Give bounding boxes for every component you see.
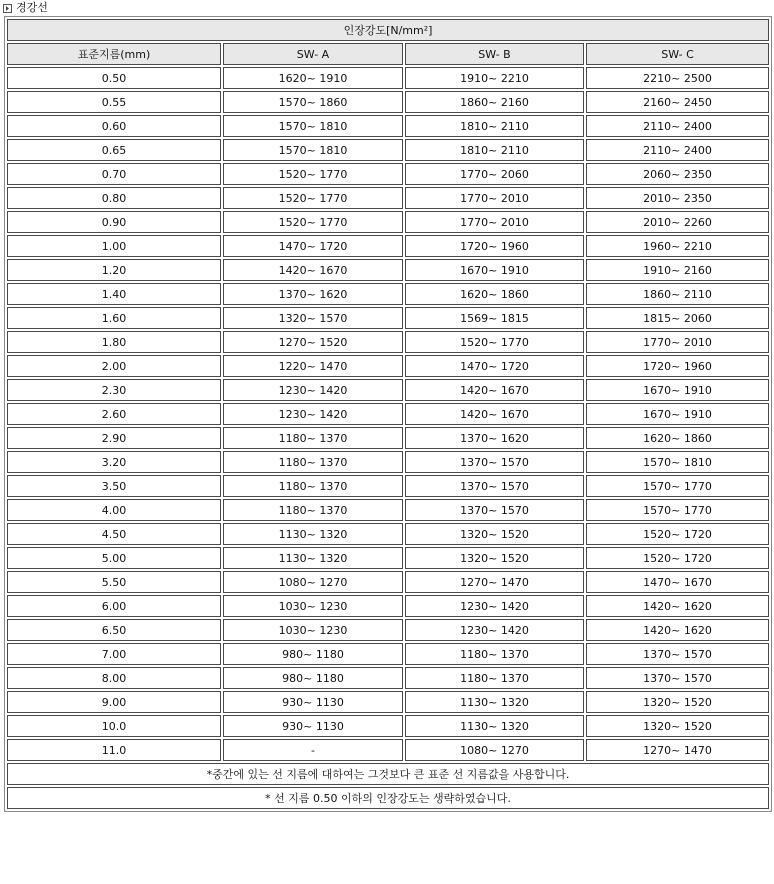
cell-diameter: 1.60 bbox=[7, 307, 221, 329]
cell-diameter: 8.00 bbox=[7, 667, 221, 689]
cell-sw-b: 1860~ 2160 bbox=[405, 91, 584, 113]
table-row bbox=[7, 523, 769, 545]
cell-diameter: 10.0 bbox=[7, 715, 221, 737]
table-row bbox=[7, 259, 769, 281]
table-row bbox=[7, 355, 769, 377]
cell-sw-c: 2110~ 2400 bbox=[586, 139, 769, 161]
table-row bbox=[7, 643, 769, 665]
cell-sw-c: 1770~ 2010 bbox=[586, 331, 769, 353]
cell-sw-c: 1420~ 1620 bbox=[586, 595, 769, 617]
cell-sw-b: 1470~ 1720 bbox=[405, 355, 584, 377]
column-header-diameter: 표준지름(mm) bbox=[7, 43, 221, 65]
cell-diameter: 2.90 bbox=[7, 427, 221, 449]
cell-sw-a: 1520~ 1770 bbox=[223, 211, 403, 233]
cell-sw-c: 2110~ 2400 bbox=[586, 115, 769, 137]
table-row bbox=[7, 403, 769, 425]
cell-sw-a: 1030~ 1230 bbox=[223, 595, 403, 617]
cell-sw-b: 1910~ 2210 bbox=[405, 67, 584, 89]
cell-sw-b: 1180~ 1370 bbox=[405, 643, 584, 665]
table-row bbox=[7, 379, 769, 401]
cell-diameter: 2.60 bbox=[7, 403, 221, 425]
cell-diameter: 1.00 bbox=[7, 235, 221, 257]
cell-sw-c: 1520~ 1720 bbox=[586, 547, 769, 569]
cell-sw-a: 1180~ 1370 bbox=[223, 499, 403, 521]
cell-sw-b: 1670~ 1910 bbox=[405, 259, 584, 281]
cell-sw-b: 1420~ 1670 bbox=[405, 403, 584, 425]
table-row bbox=[7, 331, 769, 353]
cell-sw-a: 1620~ 1910 bbox=[223, 67, 403, 89]
cell-sw-c: 2160~ 2450 bbox=[586, 91, 769, 113]
cell-sw-c: 2010~ 2350 bbox=[586, 187, 769, 209]
page-heading bbox=[0, 0, 774, 16]
cell-sw-a: 930~ 1130 bbox=[223, 715, 403, 737]
column-header-sw-a: SW- A bbox=[223, 43, 403, 65]
cell-sw-a: 1570~ 1810 bbox=[223, 115, 403, 137]
table-row bbox=[7, 187, 769, 209]
table-row bbox=[7, 571, 769, 593]
table-row bbox=[7, 499, 769, 521]
cell-diameter: 1.20 bbox=[7, 259, 221, 281]
cell-sw-b: 1720~ 1960 bbox=[405, 235, 584, 257]
cell-diameter: 3.20 bbox=[7, 451, 221, 473]
cell-diameter: 0.70 bbox=[7, 163, 221, 185]
cell-sw-b: 1230~ 1420 bbox=[405, 595, 584, 617]
cell-sw-a: 1420~ 1670 bbox=[223, 259, 403, 281]
table-row bbox=[7, 619, 769, 641]
cell-sw-b: 1180~ 1370 bbox=[405, 667, 584, 689]
note-row bbox=[7, 763, 769, 785]
cell-sw-a: 980~ 1180 bbox=[223, 643, 403, 665]
cell-sw-a: 980~ 1180 bbox=[223, 667, 403, 689]
cell-sw-b: 1370~ 1570 bbox=[405, 451, 584, 473]
column-header-row bbox=[7, 43, 769, 65]
cell-sw-b: 1770~ 2060 bbox=[405, 163, 584, 185]
table-row bbox=[7, 451, 769, 473]
cell-sw-a: 1220~ 1470 bbox=[223, 355, 403, 377]
cell-sw-b: 1620~ 1860 bbox=[405, 283, 584, 305]
cell-sw-c: 1620~ 1860 bbox=[586, 427, 769, 449]
cell-diameter: 3.50 bbox=[7, 475, 221, 497]
cell-diameter: 0.55 bbox=[7, 91, 221, 113]
cell-diameter: 0.80 bbox=[7, 187, 221, 209]
cell-diameter: 5.50 bbox=[7, 571, 221, 593]
cell-sw-c: 1910~ 2160 bbox=[586, 259, 769, 281]
cell-diameter: 2.30 bbox=[7, 379, 221, 401]
cell-sw-b: 1230~ 1420 bbox=[405, 619, 584, 641]
table-row bbox=[7, 163, 769, 185]
cell-sw-c: 2210~ 2500 bbox=[586, 67, 769, 89]
table-row bbox=[7, 235, 769, 257]
cell-sw-a: 1130~ 1320 bbox=[223, 523, 403, 545]
cell-sw-c: 1420~ 1620 bbox=[586, 619, 769, 641]
cell-sw-c: 1960~ 2210 bbox=[586, 235, 769, 257]
cell-sw-b: 1810~ 2110 bbox=[405, 139, 584, 161]
cell-sw-c: 1720~ 1960 bbox=[586, 355, 769, 377]
cell-sw-a: 1230~ 1420 bbox=[223, 379, 403, 401]
expand-box-icon[interactable] bbox=[3, 4, 12, 13]
tensile-strength-table bbox=[4, 16, 772, 812]
cell-sw-a: 1520~ 1770 bbox=[223, 163, 403, 185]
table-row bbox=[7, 715, 769, 737]
cell-sw-a: 1080~ 1270 bbox=[223, 571, 403, 593]
cell-diameter: 4.50 bbox=[7, 523, 221, 545]
cell-sw-c: 1570~ 1770 bbox=[586, 499, 769, 521]
cell-diameter: 7.00 bbox=[7, 643, 221, 665]
cell-diameter: 9.00 bbox=[7, 691, 221, 713]
cell-sw-c: 1570~ 1770 bbox=[586, 475, 769, 497]
cell-diameter: 0.65 bbox=[7, 139, 221, 161]
cell-sw-c: 1270~ 1470 bbox=[586, 739, 769, 761]
cell-sw-c: 1570~ 1810 bbox=[586, 451, 769, 473]
cell-sw-a: - bbox=[223, 739, 403, 761]
cell-diameter: 1.40 bbox=[7, 283, 221, 305]
cell-sw-b: 1770~ 2010 bbox=[405, 211, 584, 233]
group-header-row bbox=[7, 19, 769, 41]
cell-sw-a: 1180~ 1370 bbox=[223, 475, 403, 497]
cell-sw-b: 1770~ 2010 bbox=[405, 187, 584, 209]
table-row bbox=[7, 115, 769, 137]
group-header-cell: 인장강도[N/mm²] bbox=[7, 19, 769, 41]
cell-sw-b: 1130~ 1320 bbox=[405, 691, 584, 713]
table-row bbox=[7, 595, 769, 617]
cell-sw-b: 1270~ 1470 bbox=[405, 571, 584, 593]
cell-sw-b: 1320~ 1520 bbox=[405, 547, 584, 569]
cell-sw-b: 1130~ 1320 bbox=[405, 715, 584, 737]
cell-sw-c: 1520~ 1720 bbox=[586, 523, 769, 545]
table-note: * 선 지름 0.50 이하의 인장강도는 생략하였습니다. bbox=[7, 787, 769, 809]
cell-sw-a: 1520~ 1770 bbox=[223, 187, 403, 209]
cell-sw-c: 1320~ 1520 bbox=[586, 691, 769, 713]
cell-diameter: 6.00 bbox=[7, 595, 221, 617]
cell-diameter: 4.00 bbox=[7, 499, 221, 521]
column-header-sw-c: SW- C bbox=[586, 43, 769, 65]
cell-sw-c: 2010~ 2260 bbox=[586, 211, 769, 233]
cell-sw-c: 1670~ 1910 bbox=[586, 379, 769, 401]
cell-sw-b: 1320~ 1520 bbox=[405, 523, 584, 545]
cell-diameter: 2.00 bbox=[7, 355, 221, 377]
cell-sw-b: 1569~ 1815 bbox=[405, 307, 584, 329]
cell-sw-c: 1860~ 2110 bbox=[586, 283, 769, 305]
cell-diameter: 0.50 bbox=[7, 67, 221, 89]
cell-sw-a: 930~ 1130 bbox=[223, 691, 403, 713]
cell-diameter: 11.0 bbox=[7, 739, 221, 761]
cell-diameter: 1.80 bbox=[7, 331, 221, 353]
cell-sw-b: 1420~ 1670 bbox=[405, 379, 584, 401]
table-row bbox=[7, 691, 769, 713]
table-row bbox=[7, 139, 769, 161]
cell-diameter: 0.90 bbox=[7, 211, 221, 233]
cell-diameter: 0.60 bbox=[7, 115, 221, 137]
table-row bbox=[7, 667, 769, 689]
cell-sw-b: 1370~ 1570 bbox=[405, 475, 584, 497]
table-row bbox=[7, 547, 769, 569]
page-title: 경강선 bbox=[16, 1, 48, 14]
cell-sw-a: 1270~ 1520 bbox=[223, 331, 403, 353]
table-row bbox=[7, 91, 769, 113]
table-note: *중간에 있는 선 지름에 대하여는 그것보다 큰 표준 선 지름값을 사용합니다. bbox=[7, 763, 769, 785]
table-row bbox=[7, 427, 769, 449]
column-header-sw-b: SW- B bbox=[405, 43, 584, 65]
table-row bbox=[7, 739, 769, 761]
note-row bbox=[7, 787, 769, 809]
cell-sw-a: 1370~ 1620 bbox=[223, 283, 403, 305]
table-row bbox=[7, 475, 769, 497]
cell-sw-c: 2060~ 2350 bbox=[586, 163, 769, 185]
table-row bbox=[7, 283, 769, 305]
cell-sw-c: 1370~ 1570 bbox=[586, 643, 769, 665]
cell-sw-b: 1810~ 2110 bbox=[405, 115, 584, 137]
cell-sw-b: 1370~ 1570 bbox=[405, 499, 584, 521]
cell-sw-c: 1815~ 2060 bbox=[586, 307, 769, 329]
cell-sw-b: 1370~ 1620 bbox=[405, 427, 584, 449]
cell-sw-c: 1370~ 1570 bbox=[586, 667, 769, 689]
cell-sw-a: 1030~ 1230 bbox=[223, 619, 403, 641]
table-row bbox=[7, 211, 769, 233]
cell-sw-a: 1180~ 1370 bbox=[223, 451, 403, 473]
cell-sw-a: 1570~ 1860 bbox=[223, 91, 403, 113]
cell-sw-a: 1230~ 1420 bbox=[223, 403, 403, 425]
cell-diameter: 6.50 bbox=[7, 619, 221, 641]
cell-sw-a: 1470~ 1720 bbox=[223, 235, 403, 257]
table-row bbox=[7, 67, 769, 89]
cell-diameter: 5.00 bbox=[7, 547, 221, 569]
cell-sw-b: 1520~ 1770 bbox=[405, 331, 584, 353]
cell-sw-a: 1180~ 1370 bbox=[223, 427, 403, 449]
cell-sw-c: 1670~ 1910 bbox=[586, 403, 769, 425]
cell-sw-a: 1570~ 1810 bbox=[223, 139, 403, 161]
cell-sw-b: 1080~ 1270 bbox=[405, 739, 584, 761]
table-row bbox=[7, 307, 769, 329]
cell-sw-c: 1470~ 1670 bbox=[586, 571, 769, 593]
cell-sw-a: 1130~ 1320 bbox=[223, 547, 403, 569]
cell-sw-c: 1320~ 1520 bbox=[586, 715, 769, 737]
cell-sw-a: 1320~ 1570 bbox=[223, 307, 403, 329]
